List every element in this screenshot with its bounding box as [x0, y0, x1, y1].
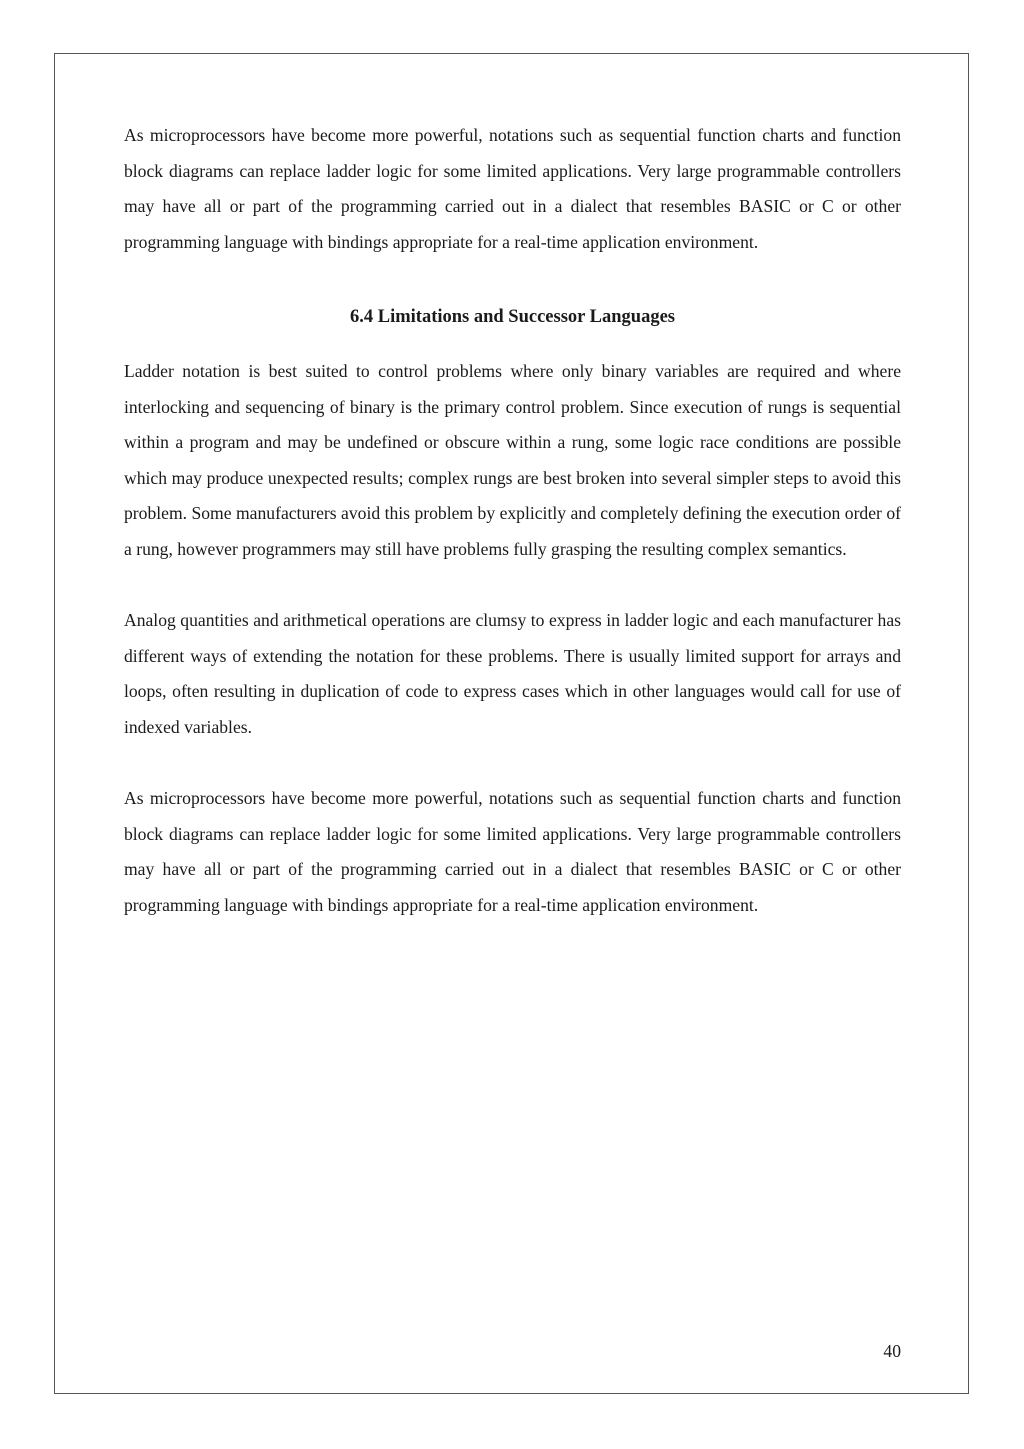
section-heading: 6.4 Limitations and Successor Languages [350, 307, 675, 327]
page-number: 40 [883, 1341, 901, 1361]
paragraph-analog-quantities: Analog quantities and arithmetical operations are clumsy to express in ladder logic and each manufacturer has different ways of extending the notation for these problems. There is usually limited support for arrays and loops, often resulting in duplication of code to express cases which in other languages would call for use of indexed variables. [124, 610, 901, 737]
paragraph-intro: As microprocessors have become more powerful, notations such as sequential function charts and function block diagrams can replace ladder logic for some limited applications. Very large programmable controllers may have all or part of the programming carried out in a dialect that resembles BASIC or C or other programming language with bindings appropriate for a real-time application environment. [124, 125, 901, 252]
paragraph-ladder-notation: Ladder notation is best suited to control problems where only binary variables are required and where interlocking and sequencing of binary is the primary control problem. Since execution of rungs is sequential within a program and may be undefined or obscure within a rung, some logic race conditions are possible which may produce unexpected results; complex rungs are best broken into several simpler steps to avoid this problem. Some manufacturers avoid this problem by explicitly and completely defining the execution order of a rung, however programmers may still have problems fully grasping the resulting complex semantics. [124, 361, 901, 559]
paragraph-microprocessors: As microprocessors have become more powerful, notations such as sequential function charts and function block diagrams can replace ladder logic for some limited applications. Very large programmable controllers may have all or part of the programming carried out in a dialect that resembles BASIC or C or other programming language with bindings appropriate for a real-time application environment. [124, 788, 901, 915]
page-content [124, 118, 901, 923]
